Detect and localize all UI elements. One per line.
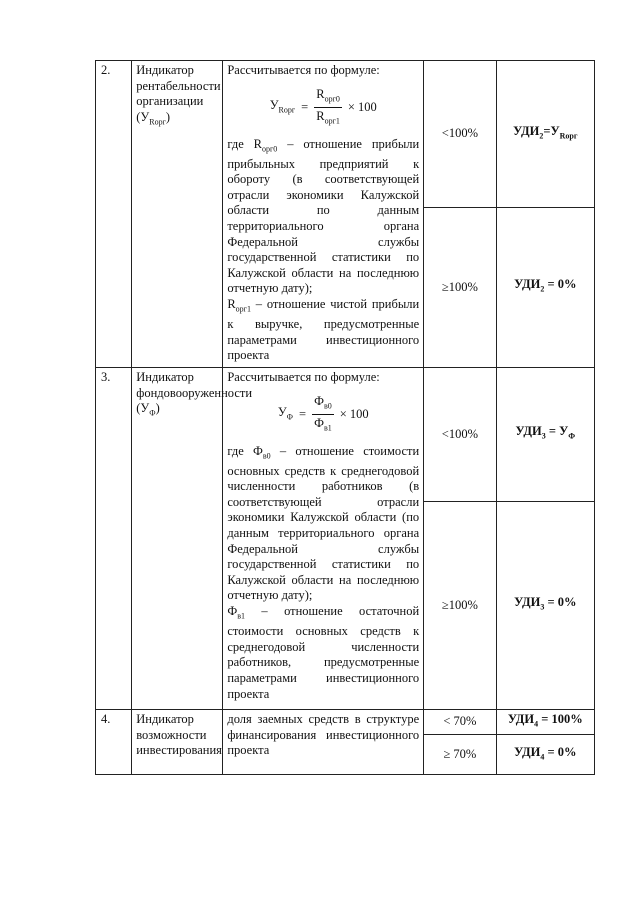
indicator-name-close: ) [165,109,171,124]
condition-cell: <100% [424,368,496,502]
desc2-text: – отношение остаточной стоимости основных средств к среднегодовой численности работников, предусмотренные параметрами инвестиционного проекта [227,604,420,701]
condition-cell: ≥100% [424,208,496,368]
formula-fraction [312,394,334,436]
desc1-text: – отношение стоимости основных средств к среднегодовой численности работников (в соответствующей отрасли экономики Калужской области (по данным территориального органа Федеральной службы государственной статистики по Калужской области на последнюю отчетную дату); [227,443,420,603]
result-text: УДИ [514,277,541,292]
result-text: УДИ [507,712,535,726]
formula-multiplier: × 100 [339,406,369,421]
indicator-description: доля заемных средств в структуре финансирования инвестиционного проекта [223,710,424,775]
result-cell [496,208,594,368]
formula-multiplier: × 100 [347,99,377,114]
numerator-text: R [316,86,325,101]
result-sub: 3 [540,602,545,612]
indicator-name-text: Индикатор фондовооруженности (У [136,370,253,416]
table-row [96,368,595,502]
result-tail: = 100% [538,712,583,726]
formula-equals: = [299,406,307,421]
formula [227,394,419,436]
indicator-name-sub: Rорг [149,117,166,127]
result-tail: = 0% [544,595,577,610]
result-sub: 4 [534,719,539,729]
desc2-text: – отношение чистой прибыли к выручке, предусмотренные параметрами инвестиционного проекта [227,297,420,363]
row-number: 4. [96,710,132,775]
formula-lhs-sub: Rорг [278,105,296,115]
indicator-name-close: ) [155,401,160,416]
indicator-name-text: Индикатор рентабельности организации (У [136,63,221,124]
result-tail: = 0% [544,744,577,759]
result-text: УДИ [513,123,540,138]
result-tail-sub: Ф [568,431,576,441]
numerator-text: Ф [314,393,324,408]
formula-fraction [314,87,342,129]
indicator-name [132,61,223,368]
indicator-name: Индикатор возможности инвестирования [132,710,223,775]
condition-cell: < 70% [424,710,496,735]
condition-cell: <100% [424,61,496,208]
table-row [96,61,595,208]
formula [227,87,419,129]
row-number: 2. [96,61,132,368]
numerator-sub: в0 [323,401,332,411]
result-tail: =У [543,123,560,138]
formula-intro: Рассчитывается по формуле: [227,63,380,77]
denominator-sub: орг1 [324,116,340,126]
result-tail: = У [545,424,569,439]
result-sub: 4 [540,752,545,762]
result-tail: = 0% [544,277,577,292]
result-sub: 2 [540,284,545,294]
indicators-table [95,60,595,775]
result-cell [496,710,594,735]
denominator-sub: в1 [323,423,332,433]
result-sub: 2 [539,131,544,141]
description-part-1 [227,444,419,604]
indicator-name-sub: Ф [149,408,156,418]
formula-lhs-text: У [269,97,279,112]
formula-denominator [314,415,332,436]
result-text: УДИ [515,424,542,439]
desc1-sub: в0 [262,451,271,461]
result-text: УДИ [514,595,541,610]
desc2-sub: в1 [237,611,245,621]
formula-numerator [312,394,334,416]
formula-lhs-sub: Ф [286,412,293,422]
denominator-text: Ф [314,416,324,431]
indicator-description [223,368,424,710]
formula-lhs [278,405,293,425]
formula-lhs-text: У [277,404,287,419]
condition-cell: ≥ 70% [424,735,496,775]
desc2-prefix: R [227,297,236,312]
description-part-1 [227,137,419,297]
indicator-description [223,61,424,368]
desc1-sub: орг0 [262,144,278,154]
formula-numerator [314,87,342,109]
result-text: УДИ [514,744,541,759]
result-tail-sub: Rорг [559,131,578,141]
description-part-2 [227,604,419,702]
desc1-prefix: где R [227,136,262,151]
formula-equals: = [301,99,309,114]
result-cell [496,735,594,775]
condition-cell: ≥100% [424,502,496,710]
table-row [96,710,595,735]
result-sub: 3 [541,431,546,441]
result-cell [496,368,594,502]
formula-lhs [270,98,295,118]
desc2-sub: орг1 [235,304,251,314]
desc1-text: – отношение прибыли прибыльных предприятий к обороту (в соответствующей отрасли экономики Калужской области по данным территориального органа Федеральной службы государственной статистики по Калужской области на последнюю отчетную дату); [227,136,420,296]
row-number: 3. [96,368,132,710]
formula-intro: Рассчитывается по формуле: [227,370,380,384]
formula-denominator [316,108,340,129]
description-part-2 [227,297,419,364]
numerator-sub: орг0 [324,94,340,104]
desc1-prefix: где Ф [227,443,263,458]
result-cell [496,61,594,208]
result-cell [496,502,594,710]
desc2-prefix: Ф [227,604,238,619]
denominator-text: R [316,109,325,124]
